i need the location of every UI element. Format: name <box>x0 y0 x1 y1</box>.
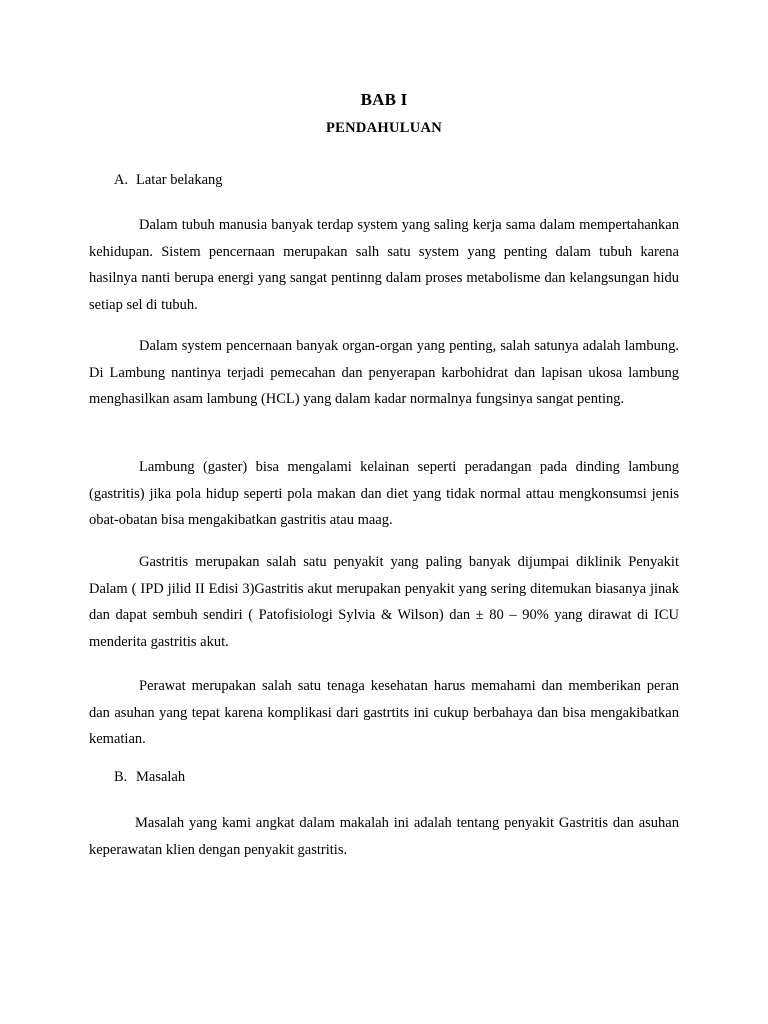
paragraph: Dalam tubuh manusia banyak terdap system yang saling kerja sama dalam mempertahankan kehidupan. Sistem pencernaan merupakan salh satu system yang penting dalam tubuh karena hasilnya nanti berupa energi yang sangat pentinng dalam proses metabolisme dan kelangsungan hidu setiap sel di tubuh. <box>89 217 679 313</box>
chapter-title: PENDAHULUAN <box>325 120 443 136</box>
paragraph: Gastritis merupakan salah satu penyakit yang paling banyak dijumpai diklinik Penyakit Dalam ( IPD jilid II Edisi 3)Gastritis akut merupakan penyakit yang sering ditemukan biasanya jinak dan dapat sembuh sendiri ( Patofisiologi Sylvia & Wilson) dan ± 80 – 90% yang dirawat di ICU menderita gastritis akut. <box>89 554 679 650</box>
chapter-number: BAB I <box>360 90 408 109</box>
section-marker: A. <box>114 172 129 188</box>
paragraph: Dalam system pencernaan banyak organ-organ yang penting, salah satunya adalah lambung. Di Lambung nantinya terjadi pemecahan dan penyerapan karbohidrat dan lapisan ukosa lambung menghasilkan asam lambung (HCL) yang dalam kadar normalnya fungsinya sangat penting. <box>89 338 679 407</box>
paragraph: Lambung (gaster) bisa mengalami kelainan seperti peradangan pada dinding lambung (gastritis) jika pola hidup seperti pola makan dan diet yang tidak normal attau mengkonsumsi jenis obat-obatan bisa mengakibatkan gastritis atau maag. <box>89 459 679 528</box>
section-heading-b <box>114 769 185 786</box>
paragraph: Masalah yang kami angkat dalam makalah ini adalah tentang penyakit Gastritis dan asuhan keperawatan klien dengan penyakit gastritis. <box>89 815 679 858</box>
section-heading-a <box>114 172 223 189</box>
section-heading-text: Latar belakang <box>136 172 223 188</box>
section-heading-text: Masalah <box>136 769 186 785</box>
paragraph: Perawat merupakan salah satu tenaga kesehatan harus memahami dan memberikan peran dan asuhan yang tepat karena komplikasi dari gastrtits ini cukup berbahaya dan bisa mengakibatkan kematian. <box>89 678 679 747</box>
section-marker: B. <box>114 769 128 785</box>
